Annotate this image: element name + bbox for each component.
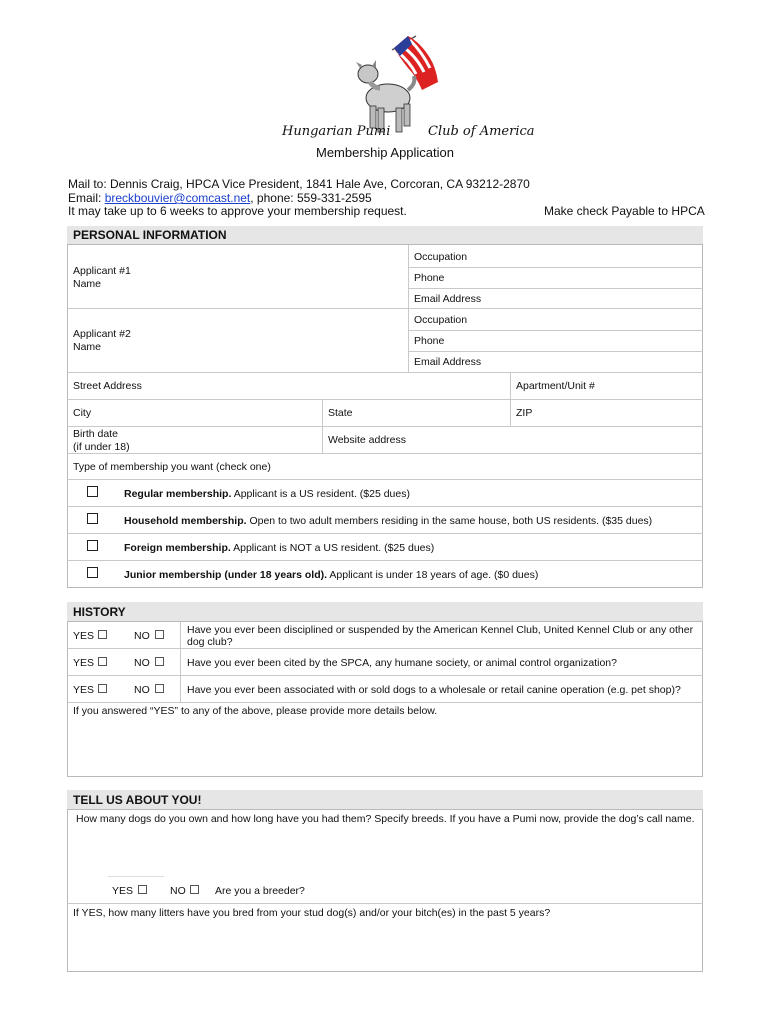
mail-to-line: Mail to: Dennis Craig, HPCA Vice President, 1841 Hale Ave, Corcoran, CA 93212-2870 [68, 177, 530, 191]
phone-text: , phone: 559-331-2595 [250, 191, 372, 205]
q3-no-checkbox[interactable] [155, 684, 164, 693]
applicant1-phone-field[interactable]: Phone [414, 272, 445, 284]
junior-membership-option: Junior membership (under 18 years old). Applicant is under 18 years of age. ($0 dues) [124, 569, 539, 581]
q3-yes-checkbox[interactable] [98, 684, 107, 693]
household-membership-option: Household membership. Open to two adult members residing in the same house, both US residents. ($35 dues) [124, 515, 653, 527]
email-link[interactable]: breckbouvier@comcast.net [104, 191, 251, 205]
applicant2-name-label: Name [73, 341, 102, 353]
breeder-yes-label: YES [112, 885, 134, 897]
history-details-field[interactable]: If you answered “YES” to any of the above, please provide more details below. [73, 705, 438, 717]
breeder-no-checkbox[interactable] [190, 885, 199, 894]
foreign-membership-option: Foreign membership. Applicant is NOT a US resident. ($25 dues) [124, 542, 435, 554]
household-membership-checkbox[interactable] [87, 513, 98, 524]
dogs-owned-field[interactable]: How many dogs do you own and how long have you had them? Specify breeds. If you have a Pumi now, provide the dog’s call name. [76, 813, 695, 825]
breeder-question: Are you a breeder? [215, 885, 305, 897]
applicant2-label: Applicant #2 [73, 328, 131, 340]
q2-yes-checkbox[interactable] [98, 657, 107, 666]
membership-type-label: Type of membership you want (check one) [73, 461, 271, 473]
city-field[interactable]: City [73, 407, 92, 419]
litters-field[interactable]: If YES, how many litters have you bred from your stud dog(s) and/or your bitch(es) in the past 5 years? [73, 907, 551, 919]
q1-yes-label: YES [73, 630, 95, 642]
contact-line [68, 191, 372, 205]
junior-membership-checkbox[interactable] [87, 567, 98, 578]
q1-no-checkbox[interactable] [155, 630, 164, 639]
history-question-2: Have you ever been cited by the SPCA, any humane society, or animal control organization? [187, 657, 617, 669]
breeder-yes-checkbox[interactable] [138, 885, 147, 894]
q1-no-label: NO [134, 630, 150, 642]
applicant2-email-field[interactable]: Email Address [414, 356, 482, 368]
applicant1-label: Applicant #1 [73, 265, 131, 277]
history-question-3: Have you ever been associated with or sold dogs to a wholesale or retail canine operation (e.g. pet shop)? [187, 684, 681, 696]
check-payable-note: Make check Payable to HPCA [544, 204, 705, 218]
regular-membership-option: Regular membership. Applicant is a US resident. ($25 dues) [124, 488, 410, 500]
birth-date-field[interactable]: Birth date [73, 428, 118, 440]
personal-info-heading: PERSONAL INFORMATION [67, 226, 703, 245]
applicant2-occupation-field[interactable]: Occupation [414, 314, 468, 326]
history-heading: HISTORY [67, 602, 703, 622]
history-question-1: Have you ever been disciplined or suspended by the American Kennel Club, United Kennel Club or any other dog club? [187, 624, 694, 648]
applicant1-email-field[interactable]: Email Address [414, 293, 482, 305]
state-field[interactable]: State [328, 407, 353, 419]
logo-text-right: Club of America [428, 124, 535, 139]
applicant1-occupation-field[interactable]: Occupation [414, 251, 468, 263]
about-heading: TELL US ABOUT YOU! [67, 790, 703, 810]
apartment-field[interactable]: Apartment/Unit # [516, 380, 595, 392]
foreign-membership-checkbox[interactable] [87, 540, 98, 551]
q1-yes-checkbox[interactable] [98, 630, 107, 639]
q2-no-label: NO [134, 657, 150, 669]
applicant1-name-label: Name [73, 278, 102, 290]
website-field[interactable]: Website address [328, 434, 407, 446]
zip-field[interactable]: ZIP [516, 407, 533, 419]
q3-yes-label: YES [73, 684, 95, 696]
q3-no-label: NO [134, 684, 150, 696]
regular-membership-checkbox[interactable] [87, 486, 98, 497]
email-prefix: Email: [68, 191, 105, 205]
q2-yes-label: YES [73, 657, 95, 669]
approval-note: It may take up to 6 weeks to approve your membership request. [68, 204, 407, 218]
birth-date-note: (if under 18) [73, 441, 130, 453]
q2-no-checkbox[interactable] [155, 657, 164, 666]
logo-text-left: Hungarian Pumi [282, 124, 391, 139]
street-address-field[interactable]: Street Address [73, 380, 142, 392]
document-title: Membership Application [315, 145, 455, 160]
applicant2-phone-field[interactable]: Phone [414, 335, 445, 347]
breeder-no-label: NO [170, 885, 186, 897]
